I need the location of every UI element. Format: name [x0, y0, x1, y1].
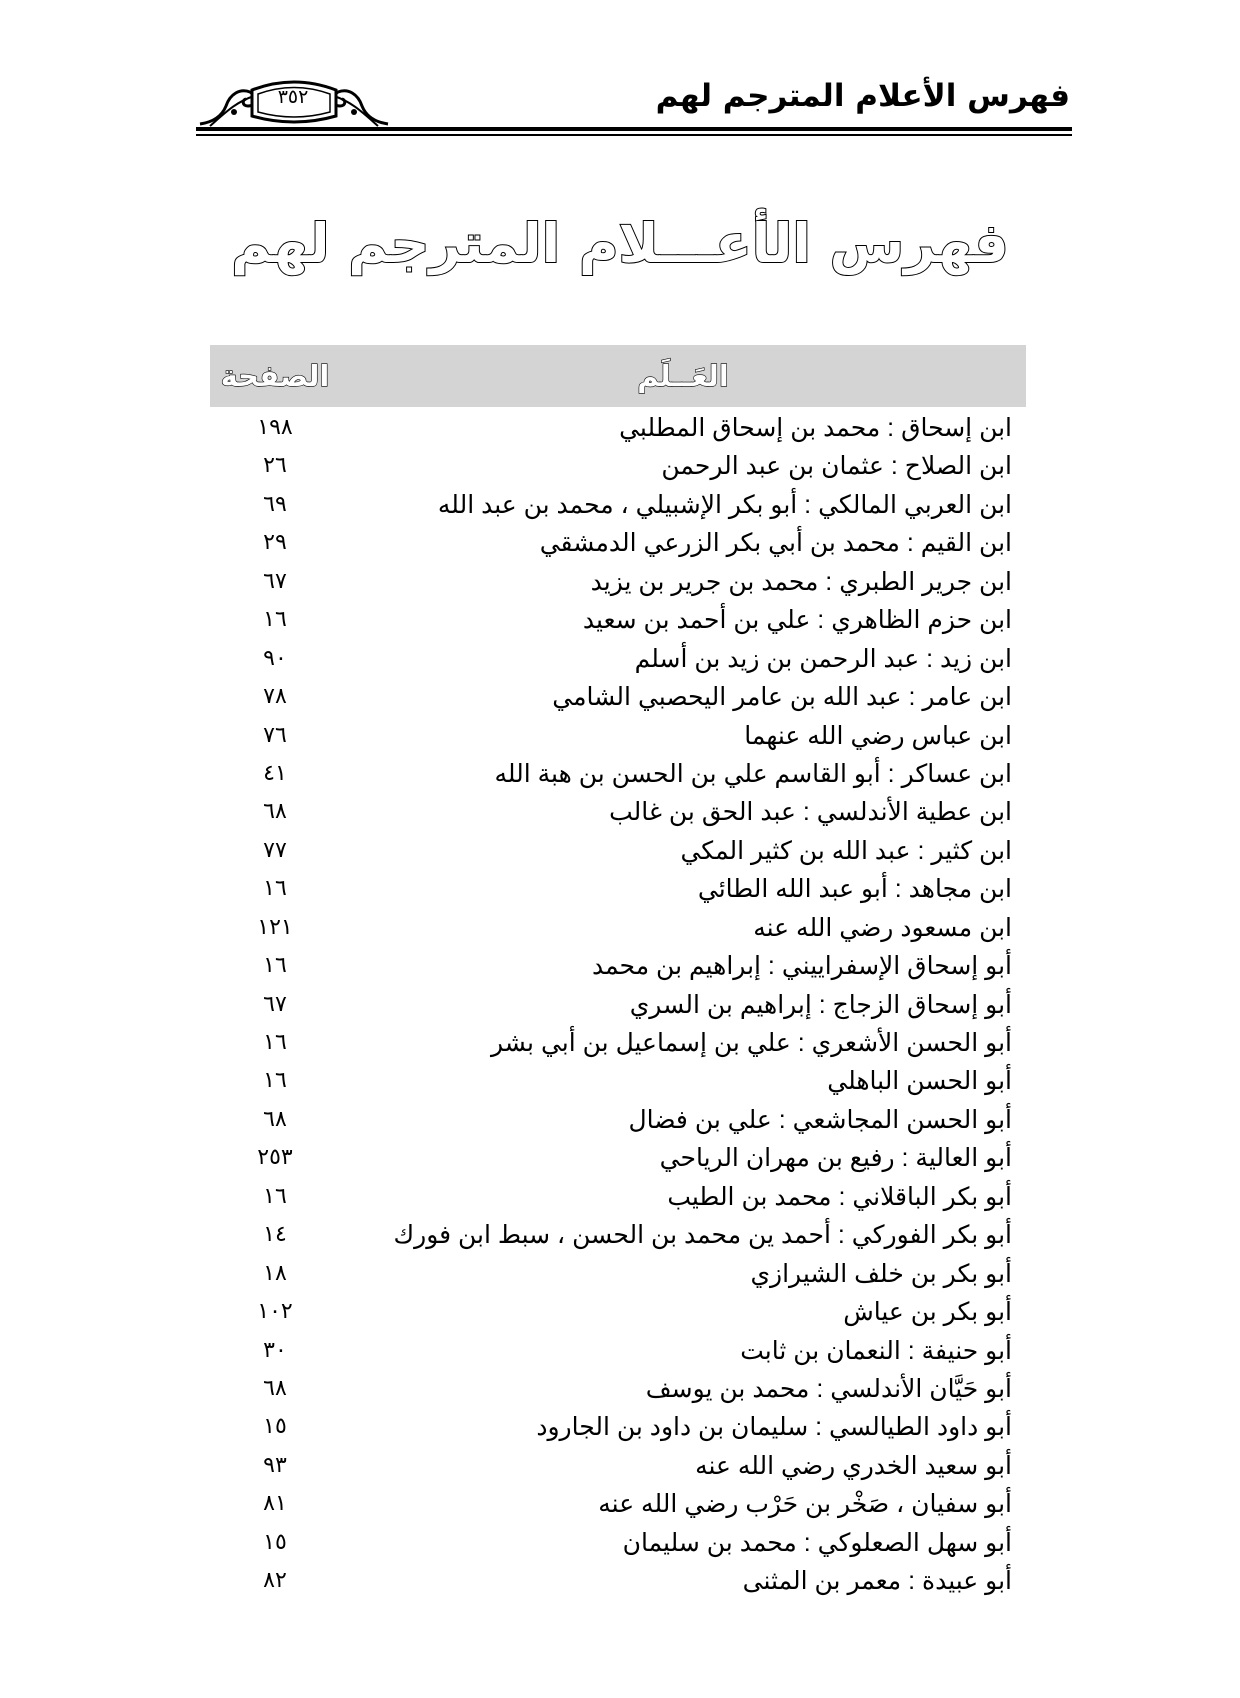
- index-row: [0, 1408, 1240, 1446]
- entry-page: ١٠٢: [257, 1299, 293, 1325]
- entry-name: أبو حنيفة : النعمان بن ثابت: [740, 1336, 1012, 1365]
- entry-page: ٢٦: [263, 453, 287, 479]
- entry-page: ١٦: [263, 607, 287, 633]
- entry-name: أبو الحسن الأشعري : علي بن إسماعيل بن أبي بشر: [490, 1029, 1012, 1057]
- entry-page: ٨١: [263, 1491, 287, 1517]
- entry-page: ١٢١: [257, 914, 293, 940]
- index-row: [0, 1178, 1240, 1216]
- index-row: [0, 1139, 1240, 1177]
- entry-name: أبو سعيد الخدري رضي الله عنه: [695, 1451, 1012, 1480]
- column-header-page: الصفحة: [220, 359, 330, 393]
- entry-name: أبو داود الطيالسي : سليمان بن داود بن الجارود: [536, 1413, 1012, 1442]
- entry-page: ١٦: [263, 876, 287, 902]
- index-row: [0, 1293, 1240, 1331]
- entry-name: أبو بكر الفوركي : أحمد ين محمد بن الحسن ، سبط ابن فورك: [393, 1221, 1012, 1250]
- index-row: [0, 1101, 1240, 1139]
- entry-name: أبو حَيَّان الأندلسي : محمد بن يوسف: [645, 1374, 1012, 1403]
- entry-name: ابن القيم : محمد بن أبي بكر الزرعي الدمشقي: [539, 529, 1012, 558]
- entry-name: أبو بكر بن عياش: [843, 1298, 1012, 1327]
- entry-name: ابن عباس رضي الله عنهما: [744, 721, 1012, 750]
- entry-page: ٦٨: [263, 799, 287, 825]
- index-row: [0, 640, 1240, 678]
- entry-name: ابن إسحاق : محمد بن إسحاق المطلبي: [619, 414, 1012, 442]
- index-row: [0, 947, 1240, 985]
- entry-name: أبو الحسن الباهلي: [827, 1067, 1012, 1096]
- index-row: [0, 986, 1240, 1024]
- entry-page: ١٦: [263, 1183, 287, 1209]
- entry-page: ١٩٨: [257, 415, 293, 440]
- entry-page: ١٦: [263, 1068, 287, 1094]
- index-row: [0, 601, 1240, 639]
- entry-page: ١٦: [263, 953, 287, 979]
- entry-page: ٧٦: [263, 722, 287, 748]
- entry-name: ابن عساكر : أبو القاسم علي بن الحسن بن هبة الله: [494, 759, 1012, 788]
- entry-name: أبو سهل الصعلوكي : محمد بن سليمان: [622, 1528, 1012, 1557]
- index-row: [0, 1024, 1240, 1062]
- entry-name: أبو إسحاق الإسفراييني : إبراهيم بن محمد: [591, 952, 1012, 981]
- entry-page: ٢٩: [263, 530, 287, 556]
- entry-page: ٦٨: [263, 1106, 287, 1132]
- entry-name: أبو بكر بن خلف الشيرازي: [750, 1259, 1012, 1288]
- entry-name: ابن كثير : عبد الله بن كثير المكي: [680, 836, 1012, 865]
- index-row: [0, 832, 1240, 870]
- index-row: [0, 1062, 1240, 1100]
- index-row: [0, 1216, 1240, 1254]
- entry-page: ٩٠: [263, 645, 287, 671]
- entry-page: ٦٩: [263, 491, 287, 517]
- header-rule-thick: [196, 127, 1072, 131]
- index-row: [0, 678, 1240, 716]
- entry-name: أبو بكر الباقلاني : محمد بن الطيب: [667, 1182, 1012, 1211]
- entry-name: أبو سفيان ، صَخْر بن حَرْب رضي الله عنه: [598, 1490, 1012, 1519]
- entry-name: أبو إسحاق الزجاج : إبراهيم بن السري: [629, 990, 1012, 1019]
- index-row: [0, 1255, 1240, 1293]
- entry-page: ٨٢: [263, 1568, 287, 1594]
- page-number: ٣٥٢: [277, 86, 309, 108]
- entry-page: ١٨: [263, 1260, 287, 1286]
- index-row: [0, 793, 1240, 831]
- index-row: [0, 1524, 1240, 1562]
- index-row: [0, 1447, 1240, 1485]
- entry-page: ٦٧: [263, 568, 287, 594]
- index-title: فهرس الأعـــلام المترجم لهم: [231, 212, 1009, 275]
- entry-name: أبو عبيدة : معمر بن المثنى: [742, 1567, 1012, 1596]
- index-entries: [0, 409, 1240, 1601]
- entry-page: ٢٥٣: [257, 1145, 293, 1171]
- entry-page: ٧٨: [263, 684, 287, 710]
- entry-name: ابن العربي المالكي : أبو بكر الإشبيلي ، محمد بن عبد الله: [437, 490, 1012, 519]
- entry-name: ابن زيد : عبد الرحمن بن زيد بن أسلم: [634, 644, 1012, 673]
- index-row: [0, 1485, 1240, 1523]
- entry-page: ١٥: [263, 1529, 287, 1555]
- index-row: [0, 1332, 1240, 1370]
- index-row: [0, 1370, 1240, 1408]
- entry-name: ابن عامر : عبد الله بن عامر اليحصبي الشامي: [552, 683, 1012, 712]
- index-row: [0, 447, 1240, 485]
- column-header-name: العَــلَم: [637, 359, 729, 393]
- index-row: [0, 909, 1240, 947]
- index-row: [0, 409, 1240, 447]
- entry-name: أبو العالية : رفيع بن مهران الرياحي: [659, 1144, 1012, 1173]
- index-row: [0, 524, 1240, 562]
- entry-name: ابن عطية الأندلسي : عبد الحق بن غالب: [609, 798, 1012, 827]
- index-row: [0, 717, 1240, 755]
- running-title: فهرس الأعلام المترجم لهم: [655, 78, 1070, 114]
- index-row: [0, 870, 1240, 908]
- entry-page: ٧٧: [263, 837, 287, 863]
- entry-page: ٣٠: [263, 1337, 287, 1363]
- entry-page: ٦٨: [263, 1375, 287, 1401]
- entry-page: ١٦: [263, 1030, 287, 1055]
- entry-name: ابن مسعود رضي الله عنه: [753, 913, 1012, 942]
- index-row: [0, 486, 1240, 524]
- entry-name: ابن حزم الظاهري : علي بن أحمد بن سعيد: [582, 606, 1012, 635]
- entry-name: ابن الصلاح : عثمان بن عبد الرحمن: [661, 452, 1012, 481]
- entry-page: ٩٣: [263, 1452, 287, 1478]
- entry-page: ١٥: [263, 1414, 287, 1440]
- index-row: [0, 563, 1240, 601]
- entry-page: ٦٧: [263, 991, 287, 1017]
- entry-name: أبو الحسن المجاشعي : علي بن فضال: [628, 1105, 1012, 1134]
- entry-page: ٤١: [263, 760, 287, 786]
- index-row: [0, 755, 1240, 793]
- index-row: [0, 1562, 1240, 1600]
- header-rule-thin: [196, 134, 1072, 136]
- entry-name: ابن مجاهد : أبو عبد الله الطائي: [697, 875, 1012, 904]
- entry-name: ابن جرير الطبري : محمد بن جرير بن يزيد: [590, 567, 1012, 596]
- entry-page: ١٤: [263, 1222, 287, 1248]
